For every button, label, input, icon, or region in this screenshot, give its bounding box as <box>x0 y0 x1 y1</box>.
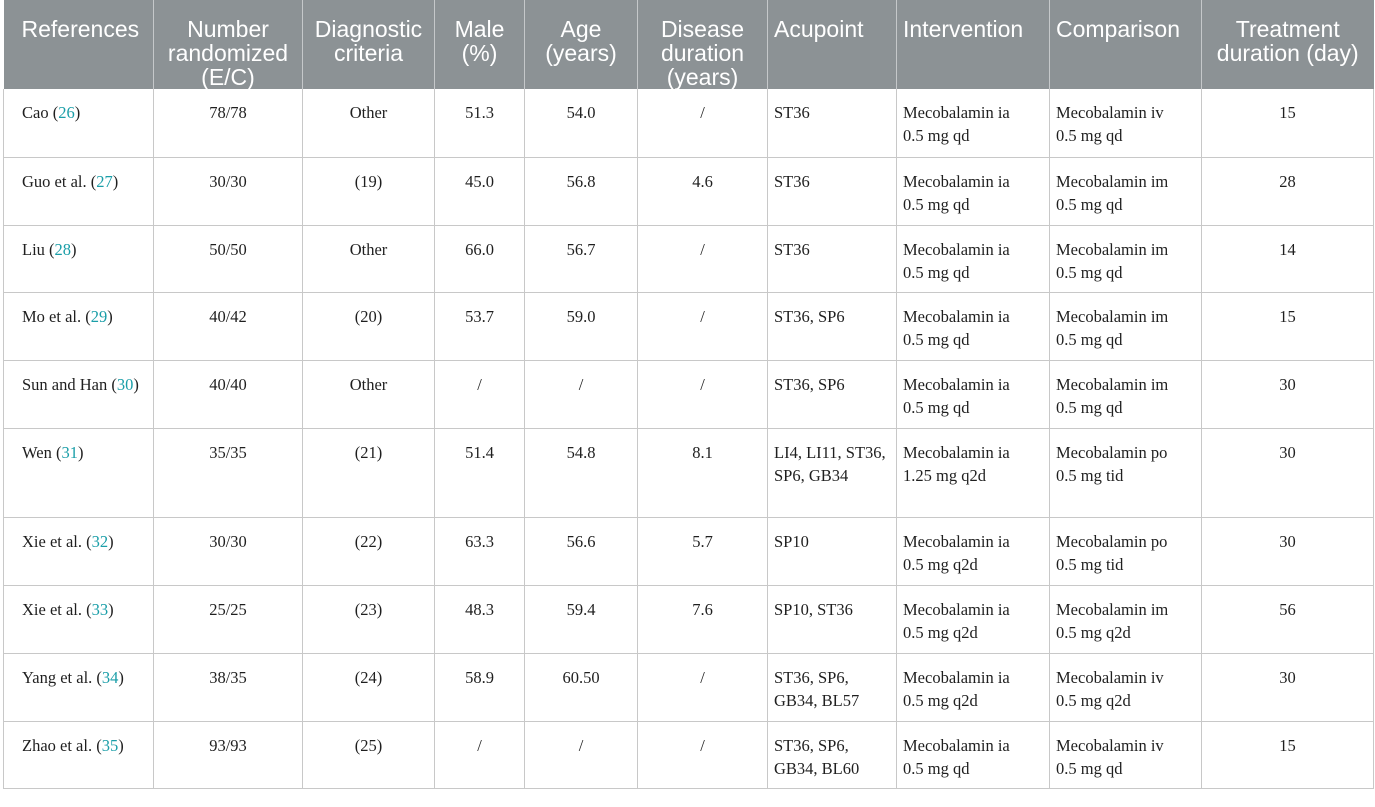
reference-close-paren: ) <box>71 239 77 259</box>
treatment-duration-cell: 15 <box>1202 292 1374 360</box>
age-cell: 56.6 <box>525 517 638 585</box>
table-row <box>4 225 1374 292</box>
intervention-cell <box>897 225 1050 292</box>
number-randomized-cell: 40/42 <box>154 292 303 360</box>
intervention-cell <box>897 517 1050 585</box>
intervention-line: 0.5 mg qd <box>903 262 970 282</box>
diagnostic-criteria-cell: (25) <box>303 721 435 788</box>
age-cell: 54.0 <box>525 89 638 157</box>
citation-link[interactable]: 32 <box>91 531 109 551</box>
male-percent-cell: 66.0 <box>435 225 525 292</box>
reference-close-paren: ) <box>118 735 124 755</box>
age-cell: 59.0 <box>525 292 638 360</box>
age-cell: / <box>525 721 638 788</box>
diagnostic-criteria-cell: (24) <box>303 653 435 721</box>
reference-close-paren: ) <box>108 599 114 619</box>
age-cell: 59.4 <box>525 585 638 653</box>
treatment-duration-cell: 30 <box>1202 360 1374 428</box>
intervention-line: Mecobalamin ia <box>903 374 1010 394</box>
table-row <box>4 585 1374 653</box>
reference-close-paren: ) <box>77 442 84 462</box>
treatment-duration-cell: 30 <box>1202 428 1374 517</box>
intervention-cell <box>897 653 1050 721</box>
comparison-line: 0.5 mg qd <box>1056 758 1123 778</box>
reference-cell <box>4 653 154 721</box>
intervention-line: 0.5 mg qd <box>903 126 970 145</box>
age-cell: 56.7 <box>525 225 638 292</box>
intervention-cell <box>897 721 1050 788</box>
disease-duration-cell: / <box>638 721 768 788</box>
treatment-duration-cell: 56 <box>1202 585 1374 653</box>
col-header-male: Male (%) <box>435 0 525 89</box>
intervention-line: 0.5 mg q2d <box>903 622 978 642</box>
comparison-line: Mecobalamin im <box>1056 239 1169 259</box>
acupoint-cell: SP10, ST36 <box>768 585 897 653</box>
treatment-duration-cell: 30 <box>1202 653 1374 721</box>
comparison-cell <box>1050 653 1202 721</box>
number-randomized-cell: 78/78 <box>154 89 303 157</box>
comparison-cell <box>1050 721 1202 788</box>
intervention-line: 0.5 mg qd <box>903 758 970 778</box>
comparison-line: Mecobalamin iv <box>1056 667 1164 687</box>
intervention-line: Mecobalamin ia <box>903 667 1010 687</box>
reference-cell <box>4 225 154 292</box>
comparison-line: Mecobalamin iv <box>1056 735 1164 755</box>
male-percent-cell: 63.3 <box>435 517 525 585</box>
intervention-line: 0.5 mg q2d <box>903 690 978 710</box>
intervention-cell <box>897 89 1050 157</box>
male-percent-cell: / <box>435 360 525 428</box>
intervention-cell <box>897 428 1050 517</box>
acupoint-cell: ST36, SP6, GB34, BL60 <box>768 721 897 788</box>
reference-cell <box>4 585 154 653</box>
number-randomized-cell: 50/50 <box>154 225 303 292</box>
citation-link[interactable]: 30 <box>116 374 134 394</box>
male-percent-cell: 58.9 <box>435 653 525 721</box>
intervention-cell <box>897 292 1050 360</box>
col-header-acupoint: Acupoint <box>768 0 897 89</box>
reference-cell <box>4 428 154 517</box>
reference-author: Zhao et al. ( <box>22 735 102 755</box>
acupoint-cell: ST36 <box>768 157 897 225</box>
intervention-line: 0.5 mg qd <box>903 194 970 214</box>
study-characteristics-table <box>3 0 1374 789</box>
intervention-line: Mecobalamin ia <box>903 442 1010 462</box>
male-percent-cell: 51.3 <box>435 89 525 157</box>
comparison-cell <box>1050 360 1202 428</box>
intervention-cell <box>897 360 1050 428</box>
age-cell: 60.50 <box>525 653 638 721</box>
table-row <box>4 721 1374 788</box>
comparison-line: 0.5 mg q2d <box>1056 622 1131 642</box>
comparison-cell <box>1050 517 1202 585</box>
citation-link[interactable]: 31 <box>61 442 78 462</box>
comparison-line: Mecobalamin im <box>1056 306 1169 326</box>
comparison-line: Mecobalamin iv <box>1056 103 1164 122</box>
col-header-diagnostic-criteria: Diagnostic criteria <box>303 0 435 89</box>
reference-cell <box>4 517 154 585</box>
intervention-cell <box>897 585 1050 653</box>
intervention-line: Mecobalamin ia <box>903 103 1010 122</box>
citation-link[interactable]: 33 <box>91 599 109 619</box>
comparison-line: 0.5 mg qd <box>1056 262 1123 282</box>
disease-duration-cell: 8.1 <box>638 428 768 517</box>
comparison-cell <box>1050 428 1202 517</box>
reference-author: Liu ( <box>22 239 55 259</box>
diagnostic-criteria-cell: Other <box>303 89 435 157</box>
citation-link[interactable]: 26 <box>58 103 75 122</box>
citation-link[interactable]: 27 <box>96 171 113 191</box>
disease-duration-cell: / <box>638 89 768 157</box>
table-row <box>4 89 1374 157</box>
reference-author: Cao ( <box>22 103 59 122</box>
number-randomized-cell: 30/30 <box>154 157 303 225</box>
reference-close-paren: ) <box>118 667 124 687</box>
intervention-line: 0.5 mg q2d <box>903 554 978 574</box>
reference-close-paren: ) <box>107 306 113 326</box>
diagnostic-criteria-cell: (21) <box>303 428 435 517</box>
intervention-line: Mecobalamin ia <box>903 531 1010 551</box>
male-percent-cell: 45.0 <box>435 157 525 225</box>
intervention-line: 1.25 mg q2d <box>903 465 986 485</box>
comparison-line: 0.5 mg q2d <box>1056 690 1131 710</box>
diagnostic-criteria-cell: (23) <box>303 585 435 653</box>
reference-author: Xie et al. ( <box>22 531 92 551</box>
comparison-line: 0.5 mg qd <box>1056 329 1123 349</box>
intervention-line: Mecobalamin ia <box>903 239 1010 259</box>
table-row <box>4 292 1374 360</box>
diagnostic-criteria-cell: Other <box>303 360 435 428</box>
diagnostic-criteria-cell: (20) <box>303 292 435 360</box>
col-header-age: Age (years) <box>525 0 638 89</box>
age-cell: / <box>525 360 638 428</box>
reference-author: Guo et al. ( <box>22 171 97 191</box>
citation-link[interactable]: 35 <box>101 735 119 755</box>
table-row <box>4 653 1374 721</box>
male-percent-cell: 53.7 <box>435 292 525 360</box>
intervention-line: Mecobalamin ia <box>903 171 1010 191</box>
col-header-comparison: Comparison <box>1050 0 1202 89</box>
treatment-duration-cell: 15 <box>1202 721 1374 788</box>
reference-cell <box>4 721 154 788</box>
comparison-line: Mecobalamin po <box>1056 531 1168 551</box>
acupoint-cell: SP10 <box>768 517 897 585</box>
intervention-line: 0.5 mg qd <box>903 397 970 417</box>
disease-duration-cell: / <box>638 225 768 292</box>
male-percent-cell: 51.4 <box>435 428 525 517</box>
reference-author: Xie et al. ( <box>22 599 92 619</box>
diagnostic-criteria-cell: (22) <box>303 517 435 585</box>
comparison-cell <box>1050 292 1202 360</box>
comparison-line: Mecobalamin im <box>1056 374 1169 394</box>
table-row <box>4 517 1374 585</box>
comparison-line: Mecobalamin po <box>1056 442 1168 462</box>
reference-cell <box>4 360 154 428</box>
citation-link[interactable]: 28 <box>54 239 72 259</box>
intervention-line: 0.5 mg qd <box>903 329 970 349</box>
acupoint-cell: ST36, SP6 <box>768 292 897 360</box>
reference-close-paren: ) <box>74 103 81 122</box>
reference-author: Mo et al. ( <box>22 306 91 326</box>
header-row <box>4 0 1374 89</box>
diagnostic-criteria-cell: Other <box>303 225 435 292</box>
intervention-line: Mecobalamin ia <box>903 306 1010 326</box>
comparison-cell <box>1050 157 1202 225</box>
reference-author: Sun and Han ( <box>22 374 117 394</box>
reference-author: Wen ( <box>22 442 62 462</box>
age-cell: 56.8 <box>525 157 638 225</box>
col-header-disease-duration: Disease duration (years) <box>638 0 768 89</box>
reference-close-paren: ) <box>108 531 114 551</box>
acupoint-cell: LI4, LI11, ST36, SP6, GB34 <box>768 428 897 517</box>
comparison-cell <box>1050 89 1202 157</box>
treatment-duration-cell: 28 <box>1202 157 1374 225</box>
reference-cell <box>4 89 154 157</box>
number-randomized-cell: 40/40 <box>154 360 303 428</box>
number-randomized-cell: 30/30 <box>154 517 303 585</box>
comparison-line: 0.5 mg qd <box>1056 194 1123 214</box>
intervention-cell <box>897 157 1050 225</box>
treatment-duration-cell: 15 <box>1202 89 1374 157</box>
acupoint-cell: ST36, SP6 <box>768 360 897 428</box>
diagnostic-criteria-cell: (19) <box>303 157 435 225</box>
table-row <box>4 157 1374 225</box>
disease-duration-cell: 7.6 <box>638 585 768 653</box>
treatment-duration-cell: 14 <box>1202 225 1374 292</box>
col-header-number-randomized: Number randomized (E/C) <box>154 0 303 89</box>
intervention-line: Mecobalamin ia <box>903 599 1010 619</box>
col-header-references: References <box>4 0 154 89</box>
acupoint-cell: ST36 <box>768 89 897 157</box>
disease-duration-cell: / <box>638 292 768 360</box>
reference-author: Yang et al. ( <box>22 667 102 687</box>
comparison-line: 0.5 mg tid <box>1056 465 1124 485</box>
male-percent-cell: 48.3 <box>435 585 525 653</box>
col-header-intervention: Intervention <box>897 0 1050 89</box>
citation-link[interactable]: 29 <box>90 306 108 326</box>
reference-cell <box>4 292 154 360</box>
comparison-line: Mecobalamin im <box>1056 171 1169 191</box>
comparison-cell <box>1050 585 1202 653</box>
reference-close-paren: ) <box>133 374 139 394</box>
comparison-line: 0.5 mg qd <box>1056 126 1123 145</box>
number-randomized-cell: 38/35 <box>154 653 303 721</box>
disease-duration-cell: 5.7 <box>638 517 768 585</box>
treatment-duration-cell: 30 <box>1202 517 1374 585</box>
number-randomized-cell: 35/35 <box>154 428 303 517</box>
intervention-line: Mecobalamin ia <box>903 735 1010 755</box>
reference-close-paren: ) <box>112 171 119 191</box>
age-cell: 54.8 <box>525 428 638 517</box>
acupoint-cell: ST36 <box>768 225 897 292</box>
comparison-line: Mecobalamin im <box>1056 599 1169 619</box>
acupoint-cell: ST36, SP6, GB34, BL57 <box>768 653 897 721</box>
reference-cell <box>4 157 154 225</box>
disease-duration-cell: 4.6 <box>638 157 768 225</box>
citation-link[interactable]: 34 <box>101 667 119 687</box>
number-randomized-cell: 25/25 <box>154 585 303 653</box>
col-header-treatment-duration: Treatment duration (day) <box>1202 0 1374 89</box>
table-row <box>4 360 1374 428</box>
disease-duration-cell: / <box>638 653 768 721</box>
comparison-line: 0.5 mg tid <box>1056 554 1124 574</box>
comparison-cell <box>1050 225 1202 292</box>
comparison-line: 0.5 mg qd <box>1056 397 1123 417</box>
disease-duration-cell: / <box>638 360 768 428</box>
table-row <box>4 428 1374 517</box>
number-randomized-cell: 93/93 <box>154 721 303 788</box>
male-percent-cell: / <box>435 721 525 788</box>
